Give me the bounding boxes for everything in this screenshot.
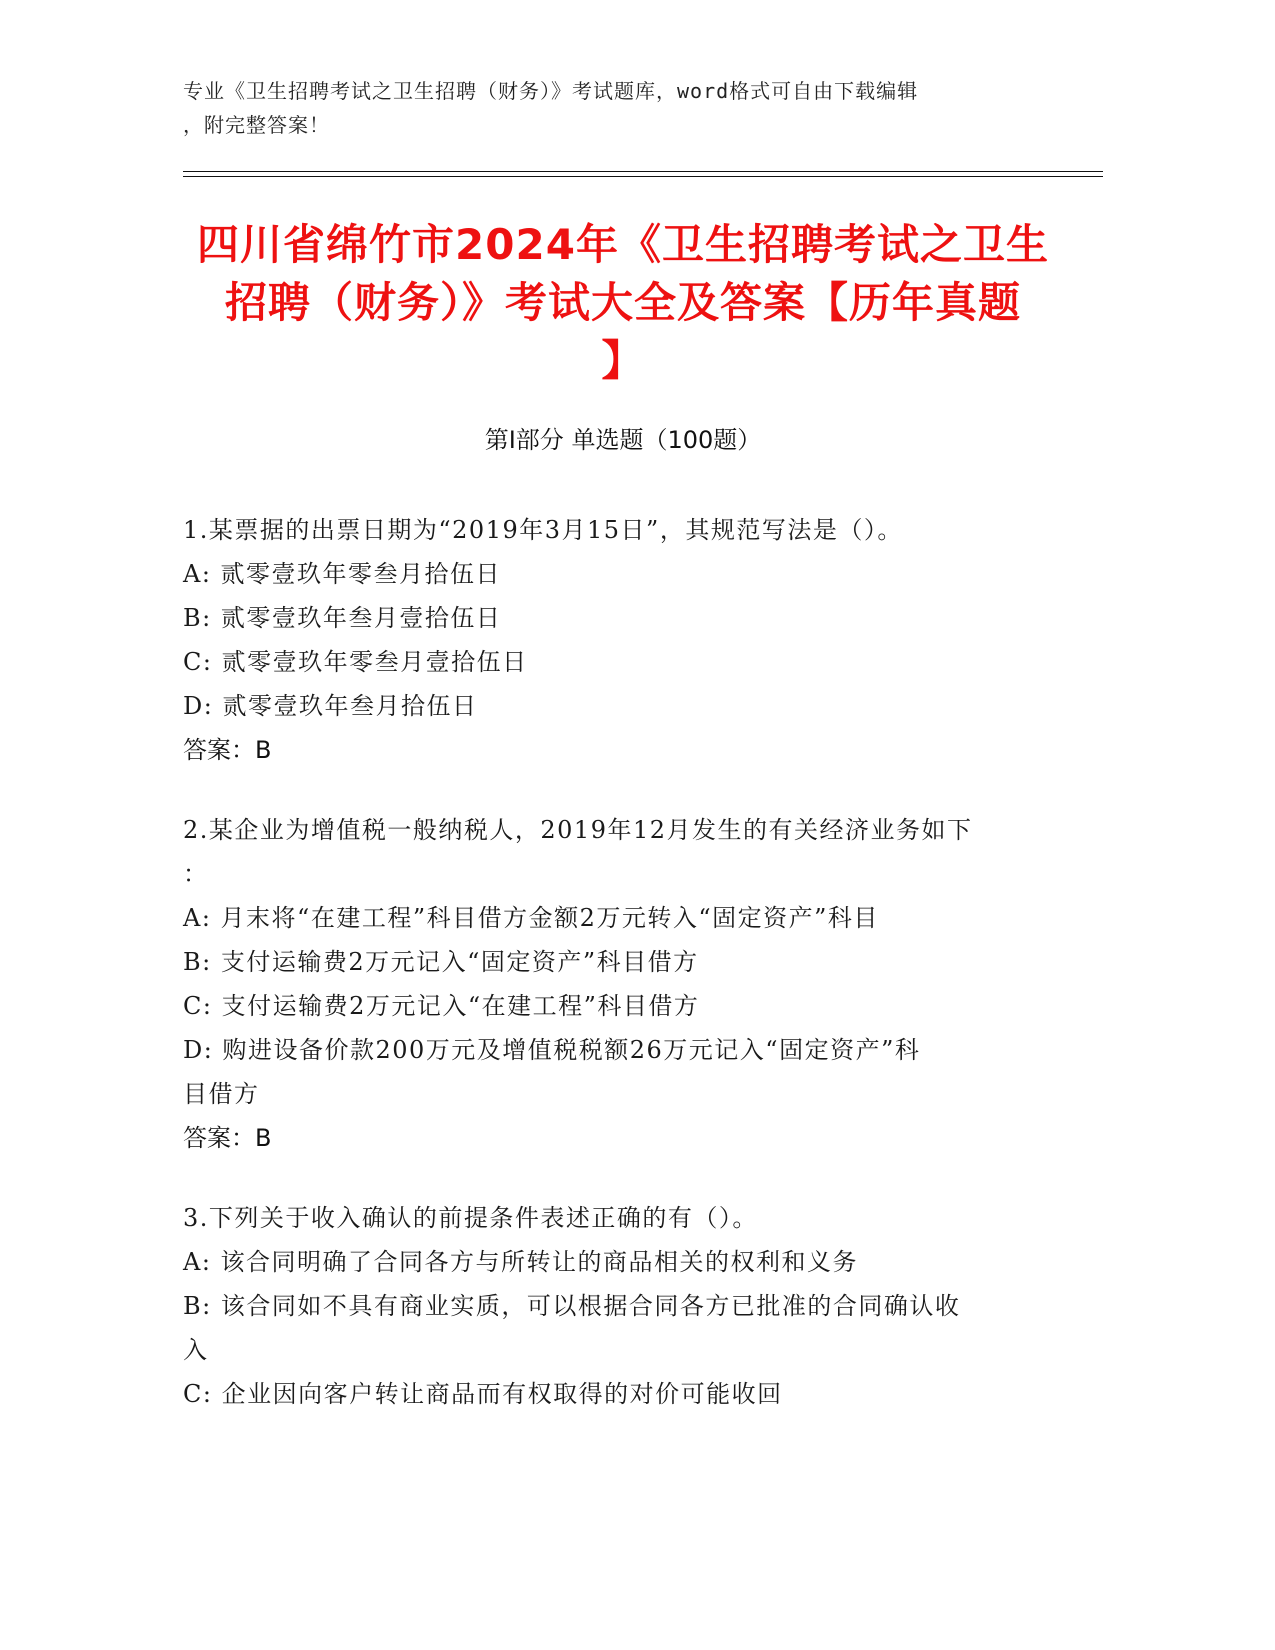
question-list xyxy=(183,508,1043,1452)
option-a: A: 贰零壹玖年零叁月拾伍日 xyxy=(183,560,502,588)
option-d: D: 贰零壹玖年叁月拾伍日 xyxy=(183,692,478,720)
option-b: B: 支付运输费2万元记入“固定资产”科目借方 xyxy=(183,948,699,976)
option-d: D: 购进设备价款200万元及增值税税额26万元记入“固定资产”科 xyxy=(183,1036,921,1064)
header-note-line-2: ，附完整答案！ xyxy=(183,113,330,137)
option-c: C: 支付运输费2万元记入“在建工程”科目借方 xyxy=(183,992,700,1020)
option-a: A: 月末将“在建工程”科目借方金额2万元转入“固定资产”科目 xyxy=(183,904,879,932)
divider-bottom xyxy=(183,176,1103,177)
question-2 xyxy=(183,808,1043,1160)
option-c: C: 企业因向客户转让商品而有权取得的对价可能收回 xyxy=(183,1380,783,1408)
option-c: C: 贰零壹玖年零叁月壹拾伍日 xyxy=(183,648,528,676)
option-b: B: 该合同如不具有商业实质，可以根据合同各方已批准的合同确认收 xyxy=(183,1292,961,1320)
document-title xyxy=(183,216,1063,390)
header-note-line-1: 专业《卫生招聘考试之卫生招聘（财务）》考试题库，word格式可自由下载编辑 xyxy=(183,79,919,103)
option-d-continued: 目借方 xyxy=(183,1080,260,1108)
header-note xyxy=(183,74,1063,142)
question-stem: 2.某企业为增值税一般纳税人，2019年12月发生的有关经济业务如下 xyxy=(183,816,973,844)
question-stem: 1.某票据的出票日期为“2019年3月15日”，其规范写法是（）。 xyxy=(183,516,903,544)
title-line-2: 招聘（财务）》考试大全及答案【历年真题 xyxy=(224,278,1021,327)
section-title: 第Ⅰ部分 单选题（100题） xyxy=(484,426,762,454)
question-3 xyxy=(183,1196,1043,1416)
divider-top xyxy=(183,171,1103,172)
option-b-continued: 入 xyxy=(183,1336,209,1364)
title-line-3: 】 xyxy=(601,336,645,385)
question-1 xyxy=(183,508,1043,772)
answer: 答案：B xyxy=(183,1124,272,1152)
option-b: B: 贰零壹玖年叁月壹拾伍日 xyxy=(183,604,502,632)
answer: 答案：B xyxy=(183,736,272,764)
option-a: A: 该合同明确了合同各方与所转让的商品相关的权利和义务 xyxy=(183,1248,859,1276)
title-line-1: 四川省绵竹市2024年《卫生招聘考试之卫生 xyxy=(197,220,1049,269)
question-stem-continued: ： xyxy=(183,860,209,888)
question-stem: 3.下列关于收入确认的前提条件表述正确的有（）。 xyxy=(183,1204,758,1232)
